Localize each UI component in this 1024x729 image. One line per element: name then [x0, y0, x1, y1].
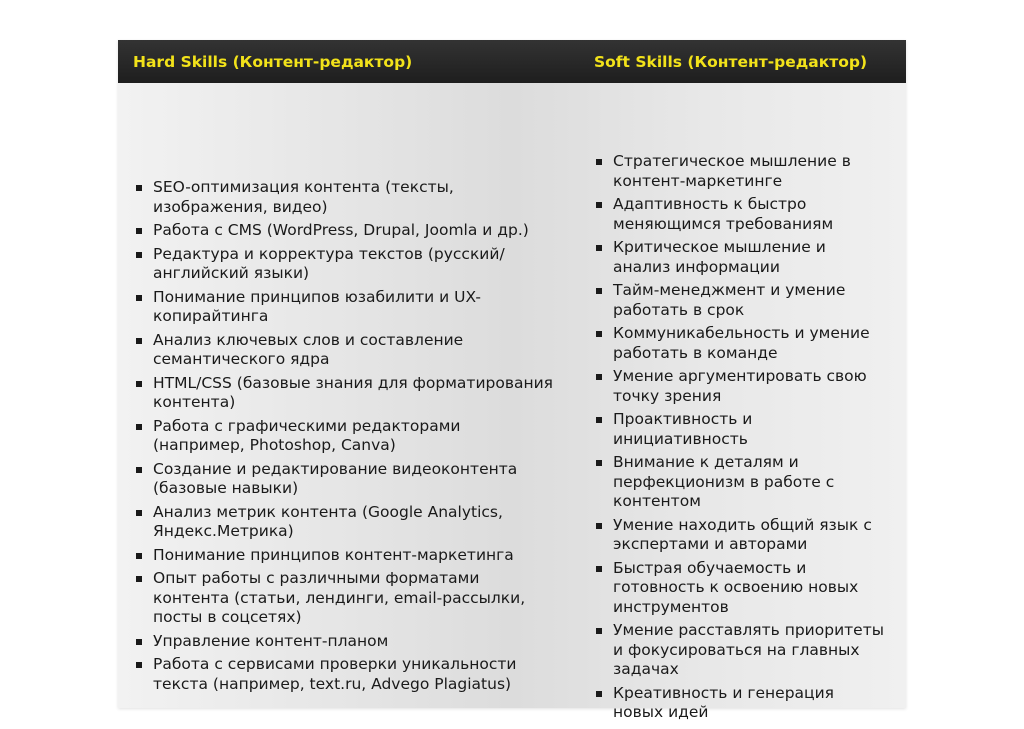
hard-skill-item: Работа с CMS (WordPress, Drupal, Joomla и др.): [136, 221, 556, 241]
hard-skill-item: Создание и редактирование видеоконтента (базовые навыки): [136, 460, 556, 499]
soft-skill-item: Быстрая обучаемость и готовность к освоению новых инструментов: [596, 559, 886, 618]
soft-skill-item: Внимание к деталям и перфекционизм в работе с контентом: [596, 453, 886, 512]
hard-skill-item: Понимание принципов юзабилити и UX-копирайтинга: [136, 288, 556, 327]
soft-skill-item: Умение аргументировать свою точку зрения: [596, 367, 886, 406]
table-body: [118, 83, 906, 721]
soft-skills-heading: Soft Skills (Контент-редактор): [594, 53, 868, 71]
hard-skill-item: Работа с графическими редакторами (например, Photoshop, Canva): [136, 417, 556, 456]
hard-skill-item: HTML/CSS (базовые знания для форматирования контента): [136, 374, 556, 413]
soft-skill-item: Креативность и генерация новых идей: [596, 684, 886, 723]
hard-skill-item: Анализ метрик контента (Google Analytics, Яндекс.Метрика): [136, 503, 556, 542]
soft-skill-item: Стратегическое мышление в контент-маркетинге: [596, 152, 886, 191]
skills-table: [118, 40, 906, 721]
soft-skills-list: [596, 152, 886, 727]
soft-skill-item: Проактивность и инициативность: [596, 410, 886, 449]
hard-skills-list: [136, 178, 556, 698]
hard-skill-item: Редактура и корректура текстов (русский/английский языки): [136, 245, 556, 284]
soft-skill-item: Коммуникабельность и умение работать в команде: [596, 324, 886, 363]
hard-skill-item: SEO-оптимизация контента (тексты, изображения, видео): [136, 178, 556, 217]
soft-skill-item: Адаптивность к быстро меняющимся требованиям: [596, 195, 886, 234]
soft-skill-item: Умение находить общий язык с экспертами и авторами: [596, 516, 886, 555]
soft-skill-item: Тайм-менеджмент и умение работать в срок: [596, 281, 886, 320]
hard-skill-item: Анализ ключевых слов и составление семантического ядра: [136, 331, 556, 370]
soft-skill-item: Умение расставлять приоритеты и фокусироваться на главных задачах: [596, 621, 886, 680]
hard-skill-item: Понимание принципов контент-маркетинга: [136, 546, 556, 566]
hard-skill-item: Управление контент-планом: [136, 632, 556, 652]
soft-skill-item: Критическое мышление и анализ информации: [596, 238, 886, 277]
hard-skills-heading: Hard Skills (Контент-редактор): [133, 53, 413, 71]
hard-skill-item: Опыт работы с различными форматами контента (статьи, лендинги, email-рассылки, посты в соцсетях): [136, 569, 556, 628]
hard-skill-item: Работа с сервисами проверки уникальности текста (например, text.ru, Advego Plagiatus): [136, 655, 556, 694]
table-header: [118, 40, 906, 83]
